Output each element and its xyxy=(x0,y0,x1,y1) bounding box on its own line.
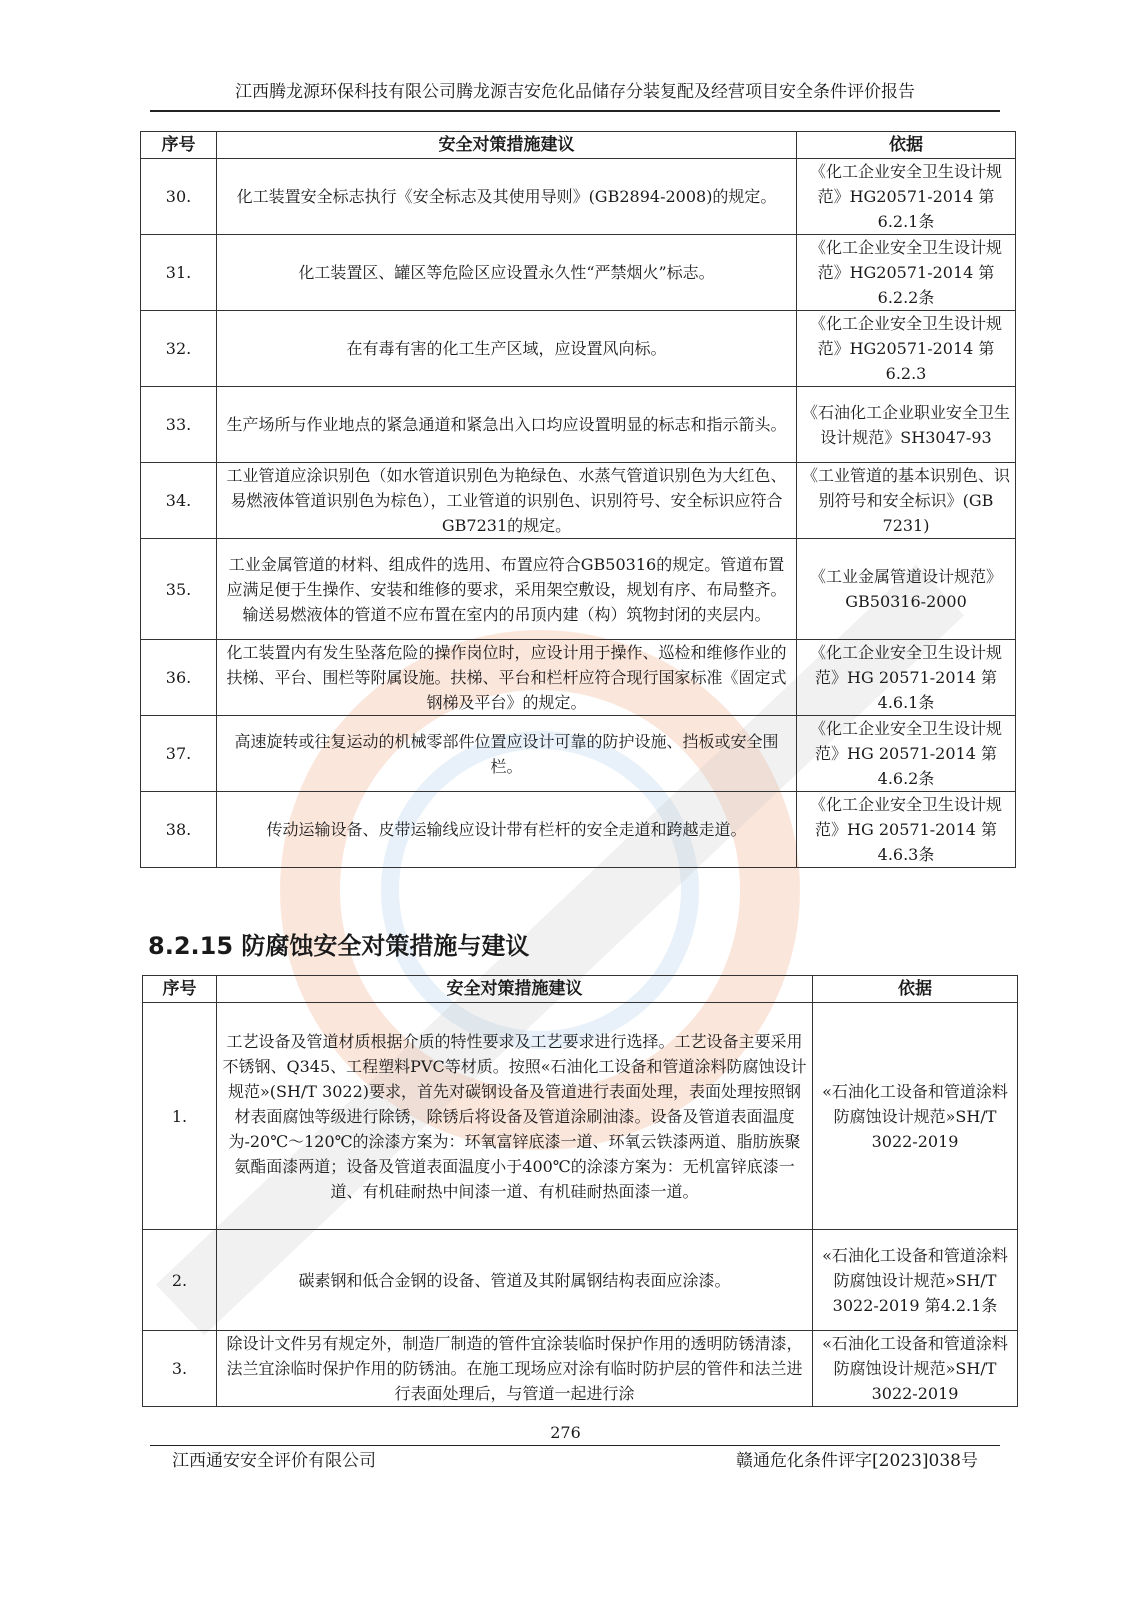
row-content: 高速旋转或往复运动的机械零部件位置应设计可靠的防护设施、挡板或安全围栏。 xyxy=(217,716,797,792)
row-num: 30. xyxy=(141,159,217,235)
row-basis: 《化工企业安全卫生设计规范》HG 20571-2014 第4.6.1条 xyxy=(797,640,1016,716)
page-header xyxy=(150,78,1000,112)
row-num: 37. xyxy=(141,716,217,792)
col-header-num: 序号 xyxy=(143,976,217,1003)
table-row xyxy=(141,311,1016,387)
table-row xyxy=(141,640,1016,716)
page-footer xyxy=(150,1445,1000,1474)
table-row xyxy=(143,1331,1018,1407)
table-row xyxy=(141,159,1016,235)
row-basis: 《化工企业安全卫生设计规范》HG 20571-2014 第4.6.2条 xyxy=(797,716,1016,792)
row-content: 工业金属管道的材料、组成件的选用、布置应符合GB50316的规定。管道布置应满足便于生操作、安装和维修的要求，采用架空敷设，规划有序、布局整齐。输送易燃液体的管道不应布置在室内的吊顶内建（构）筑物封闭的夹层内。 xyxy=(217,539,797,640)
row-content: 碳素钢和低合金钢的设备、管道及其附属钢结构表面应涂漆。 xyxy=(217,1230,813,1331)
table-row xyxy=(141,463,1016,539)
row-basis: 《石油化工企业职业安全卫生设计规范》SH3047-93 xyxy=(797,387,1016,463)
row-basis: «石油化工设备和管道涂料防腐蚀设计规范»SH/T 3022-2019 xyxy=(813,1003,1018,1230)
row-content: 除设计文件另有规定外，制造厂制造的管件宜涂装临时保护作用的透明防锈清漆，法兰宜涂临时保护作用的防锈油。在施工现场应对涂有临时防护层的管件和法兰进行表面处理后，与管道一起进行涂 xyxy=(217,1331,813,1407)
row-num: 34. xyxy=(141,463,217,539)
col-header-content: 安全对策措施建议 xyxy=(217,976,813,1003)
row-basis: «石油化工设备和管道涂料防腐蚀设计规范»SH/T 3022-2019 第4.2.1条 xyxy=(813,1230,1018,1331)
col-header-num: 序号 xyxy=(141,132,217,159)
table-row xyxy=(141,792,1016,868)
row-num: 32. xyxy=(141,311,217,387)
table-row xyxy=(141,539,1016,640)
measures-table-2 xyxy=(142,975,1018,1407)
table-row xyxy=(143,1230,1018,1331)
col-header-basis: 依据 xyxy=(797,132,1016,159)
row-basis: 《工业管道的基本识别色、识别符号和安全标识》(GB 7231) xyxy=(797,463,1016,539)
row-content: 在有毒有害的化工生产区域，应设置风向标。 xyxy=(217,311,797,387)
col-header-content: 安全对策措施建议 xyxy=(217,132,797,159)
row-num: 38. xyxy=(141,792,217,868)
row-num: 3. xyxy=(143,1331,217,1407)
row-num: 35. xyxy=(141,539,217,640)
row-num: 1. xyxy=(143,1003,217,1230)
table-header-row xyxy=(143,976,1018,1003)
header-title: 江西腾龙源环保科技有限公司腾龙源吉安危化品储存分装复配及经营项目安全条件评价报告 xyxy=(235,82,915,102)
row-num: 36. xyxy=(141,640,217,716)
row-content: 生产场所与作业地点的紧急通道和紧急出入口均应设置明显的标志和指示箭头。 xyxy=(217,387,797,463)
row-content: 工业管道应涂识别色（如水管道识别色为艳绿色、水蒸气管道识别色为大红色、易燃液体管道识别色为棕色），工业管道的识别色、识别符号、安全标识应符合GB7231的规定。 xyxy=(217,463,797,539)
row-content: 工艺设备及管道材质根据介质的特性要求及工艺要求进行选择。工艺设备主要采用不锈钢、Q345、工程塑料PVC等材质。按照«石油化工设备和管道涂料防腐蚀设计规范»(SH/T 3022)要求，首先对碳钢设备及管道进行表面处理，表面处理按照钢材表面腐蚀等级进行除锈，除锈后将设备及管道涂刷油漆。设备及管道表面温度为-20℃～120℃的涂漆方案为：环氧富锌底漆一道、环氧云铁漆两道、脂肪族聚氨酯面漆两道；设备及管道表面温度小于400℃的涂漆方案为：无机富锌底漆一道、有机硅耐热中间漆一道、有机硅耐热面漆一道。 xyxy=(217,1003,813,1230)
row-content: 传动运输设备、皮带运输线应设计带有栏杆的安全走道和跨越走道。 xyxy=(217,792,797,868)
footer-report-number: 赣通危化条件评字[2023]038号 xyxy=(736,1451,978,1471)
row-num: 31. xyxy=(141,235,217,311)
col-header-basis: 依据 xyxy=(813,976,1018,1003)
row-basis: 《工业金属管道设计规范》GB50316-2000 xyxy=(797,539,1016,640)
measures-table-1 xyxy=(140,131,1016,868)
row-basis: «石油化工设备和管道涂料防腐蚀设计规范»SH/T 3022-2019 xyxy=(813,1331,1018,1407)
table-row xyxy=(143,1003,1018,1230)
footer-company: 江西通安安全评价有限公司 xyxy=(172,1451,376,1471)
row-content: 化工装置区、罐区等危险区应设置永久性“严禁烟火”标志。 xyxy=(217,235,797,311)
row-content: 化工装置安全标志执行《安全标志及其使用导则》(GB2894-2008)的规定。 xyxy=(217,159,797,235)
row-num: 2. xyxy=(143,1230,217,1331)
table-row xyxy=(141,235,1016,311)
row-content: 化工装置内有发生坠落危险的操作岗位时，应设计用于操作、巡检和维修作业的扶梯、平台、围栏等附属设施。扶梯、平台和栏杆应符合现行国家标准《固定式钢梯及平台》的规定。 xyxy=(217,640,797,716)
table-row xyxy=(141,716,1016,792)
section-title: 8.2.15 防腐蚀安全对策措施与建议 xyxy=(148,932,530,960)
table-header-row xyxy=(141,132,1016,159)
row-basis: 《化工企业安全卫生设计规范》HG 20571-2014 第4.6.3条 xyxy=(797,792,1016,868)
row-basis: 《化工企业安全卫生设计规范》HG20571-2014 第6.2.1条 xyxy=(797,159,1016,235)
row-num: 33. xyxy=(141,387,217,463)
row-basis: 《化工企业安全卫生设计规范》HG20571-2014 第6.2.2条 xyxy=(797,235,1016,311)
page-number: 276 xyxy=(550,1423,581,1442)
row-basis: 《化工企业安全卫生设计规范》HG20571-2014 第6.2.3 xyxy=(797,311,1016,387)
table-row xyxy=(141,387,1016,463)
